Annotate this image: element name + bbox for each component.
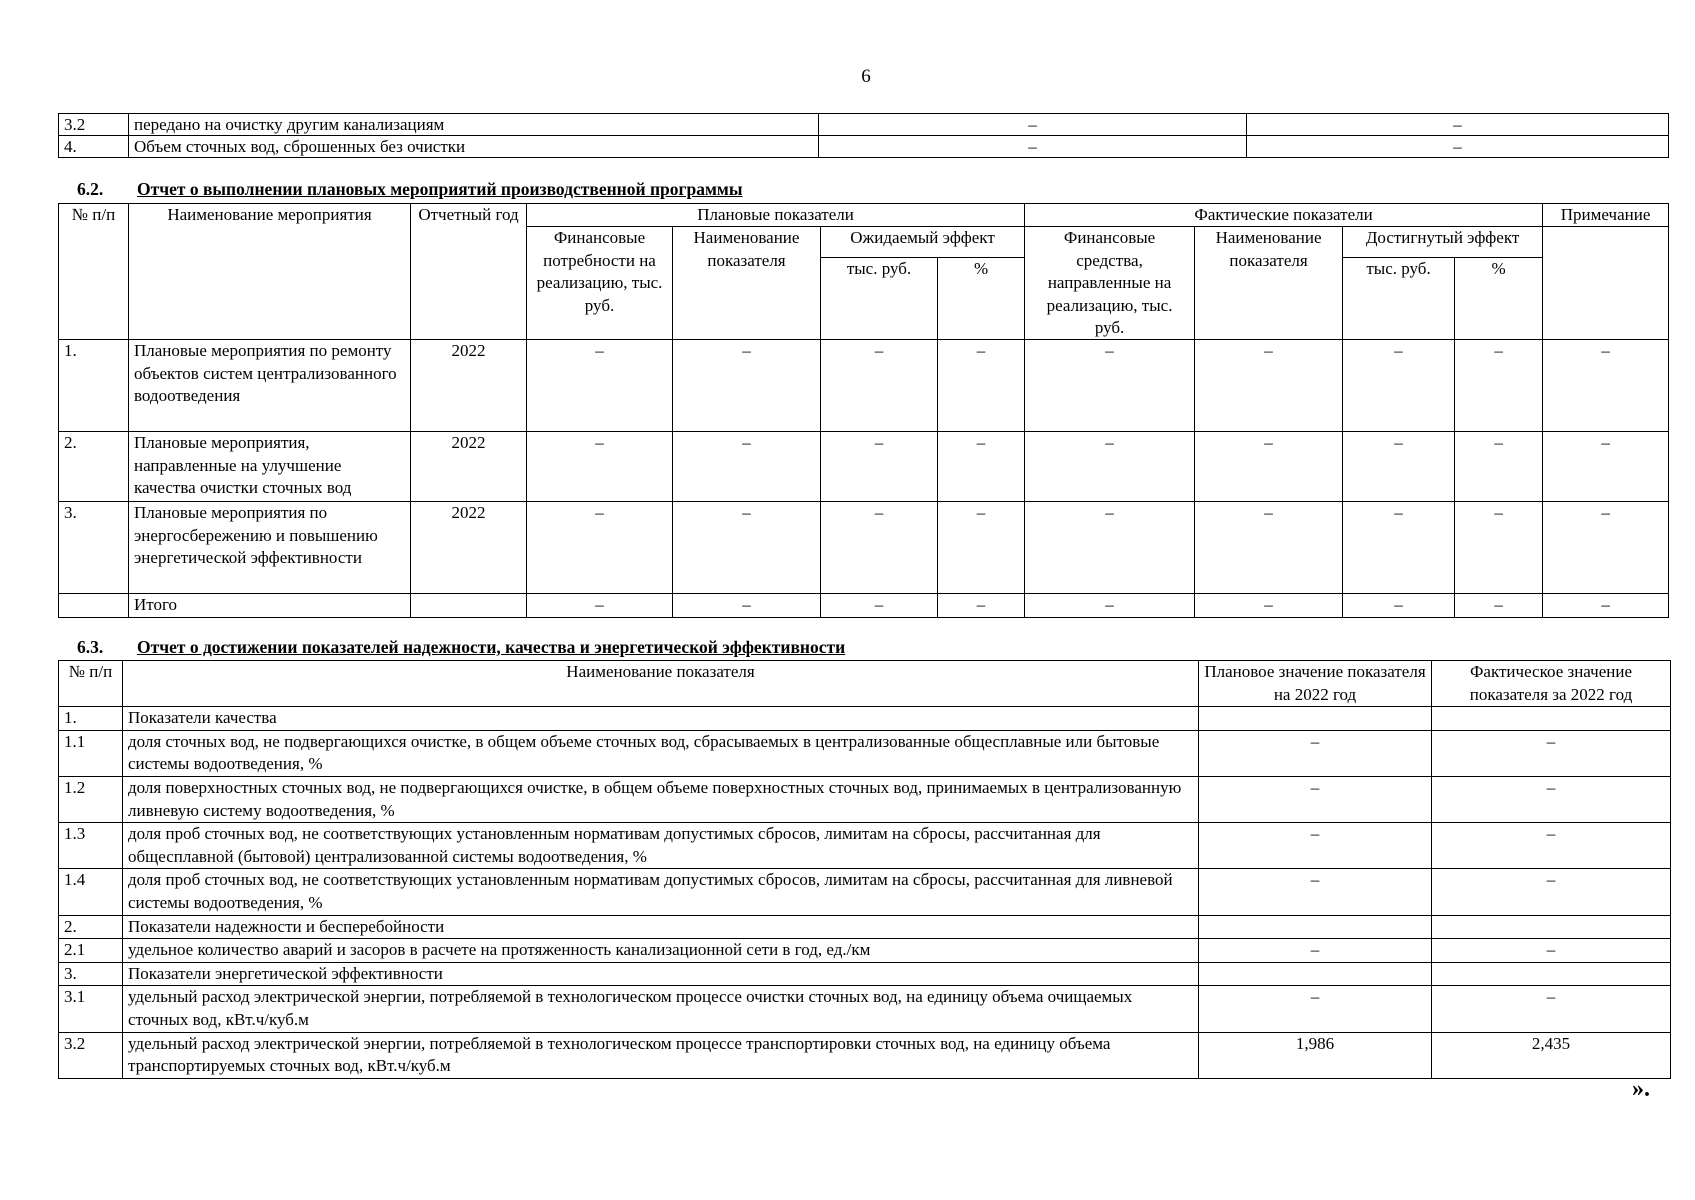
row-value: – [1247, 136, 1669, 158]
row-number: 1. [59, 340, 129, 432]
table-row [59, 823, 1671, 869]
table-row [59, 707, 1671, 731]
row-name: Плановые мероприятия по ремонту объектов систем централизованного водоотведения [129, 340, 411, 432]
row-planned: – [1199, 869, 1432, 915]
row-actual: – [1432, 869, 1671, 915]
indicators-table [58, 660, 1671, 1079]
header-row-1 [59, 204, 1669, 227]
row-value: – [821, 432, 938, 502]
row-year: 2022 [411, 340, 527, 432]
row-number: 1.1 [59, 730, 123, 776]
header-fin-needs: Финансовые потребности на реализацию, тыс. руб. [527, 227, 673, 340]
row-value: – [1025, 432, 1195, 502]
header-note: Примечание [1543, 204, 1669, 227]
row-value: – [819, 136, 1247, 158]
header-num: № п/п [59, 204, 129, 340]
total-num-empty [59, 594, 129, 617]
table-row [59, 502, 1669, 594]
row-name: Показатели надежности и бесперебойности [123, 915, 1199, 939]
row-planned [1199, 962, 1432, 986]
row-value: – [673, 432, 821, 502]
row-number: 1.4 [59, 869, 123, 915]
header-thousand-rub-actual: тыс. руб. [1343, 258, 1455, 340]
row-name: доля сточных вод, не подвергающихся очистке, в общем объеме сточных вод, сбрасываемых в централизованные общесплавные или бытовые системы водоотведения, % [123, 730, 1199, 776]
row-number: 2. [59, 915, 123, 939]
row-value: – [821, 340, 938, 432]
page-number: 6 [861, 66, 871, 87]
table-row [59, 114, 1669, 136]
table-row [59, 136, 1669, 158]
row-value: – [819, 114, 1247, 136]
header-actual: Фактическое значение показателя за 2022 год [1432, 661, 1671, 707]
row-number: 1.2 [59, 776, 123, 822]
row-name: передано на очистку другим канализациям [129, 114, 819, 136]
row-number: 1.3 [59, 823, 123, 869]
row-name: Показатели качества [123, 707, 1199, 731]
closing-quote: ». [1632, 1076, 1650, 1102]
row-value: – [1195, 502, 1343, 594]
row-value: – [821, 502, 938, 594]
row-planned [1199, 707, 1432, 731]
row-actual [1432, 915, 1671, 939]
table-row [59, 915, 1671, 939]
total-label: Итого [129, 594, 411, 617]
header-row [59, 661, 1671, 707]
row-name: Объем сточных вод, сброшенных без очистки [129, 136, 819, 158]
row-actual: – [1432, 776, 1671, 822]
header-expected-effect: Ожидаемый эффект [821, 227, 1025, 258]
section-title: Отчет о достижении показателей надежности, качества и энергетической эффективности [137, 637, 846, 657]
row-value: – [1247, 114, 1669, 136]
row-planned: – [1199, 939, 1432, 963]
row-value: – [1195, 340, 1343, 432]
header-fin-means: Финансовые средства, направленные на реализацию, тыс. руб. [1025, 227, 1195, 340]
row-value: – [1455, 340, 1543, 432]
header-percent-actual: % [1455, 258, 1543, 340]
total-value: – [938, 594, 1025, 617]
header-achieved-effect: Достигнутый эффект [1343, 227, 1543, 258]
row-value: – [938, 432, 1025, 502]
total-value: – [1455, 594, 1543, 617]
row-value: – [527, 432, 673, 502]
row-value: – [1025, 340, 1195, 432]
row-value: – [1455, 502, 1543, 594]
section-number: 6.3. [77, 637, 104, 657]
row-actual: – [1432, 730, 1671, 776]
row-number: 1. [59, 707, 123, 731]
row-name: доля проб сточных вод, не соответствующих установленным нормативам допустимых сбросов, лимитам на сбросы, рассчитанная для ливневой системы водоотведения, % [123, 869, 1199, 915]
row-number: 2. [59, 432, 129, 502]
row-name: удельный расход электрической энергии, потребляемой в технологическом процессе очистки сточных вод, на единицу объема очищаемых сточных вод, кВт.ч/куб.м [123, 986, 1199, 1032]
row-value: – [1543, 432, 1669, 502]
row-value: – [1543, 340, 1669, 432]
total-year-empty [411, 594, 527, 617]
row-value: – [527, 502, 673, 594]
row-name: Плановые мероприятия по энергосбережению и повышению энергетической эффективности [129, 502, 411, 594]
row-number: 3. [59, 502, 129, 594]
table-row [59, 1032, 1671, 1078]
row-value: – [938, 502, 1025, 594]
row-number: 3.1 [59, 986, 123, 1032]
table-row [59, 730, 1671, 776]
row-actual: – [1432, 986, 1671, 1032]
table-row [59, 776, 1671, 822]
row-value: – [1195, 432, 1343, 502]
table-row [59, 986, 1671, 1032]
row-name: удельный расход электрической энергии, потребляемой в технологическом процессе транспортировки сточных вод, на единицу объема транспортируемых сточных вод, кВт.ч/куб.м [123, 1032, 1199, 1078]
total-value: – [1025, 594, 1195, 617]
header-percent: % [938, 258, 1025, 340]
total-value: – [1195, 594, 1343, 617]
row-number: 3.2 [59, 114, 129, 136]
row-value: – [1343, 340, 1455, 432]
row-value: – [673, 340, 821, 432]
row-name: удельное количество аварий и засоров в расчете на протяженность канализационной сети в год, ед./км [123, 939, 1199, 963]
table-row [59, 340, 1669, 432]
total-value: – [673, 594, 821, 617]
header-indicator-name-actual: Наименование показателя [1195, 227, 1343, 340]
row-planned: – [1199, 986, 1432, 1032]
row-value: – [1543, 502, 1669, 594]
section-heading-6-2 [77, 179, 742, 200]
row-name: доля проб сточных вод, не соответствующих установленным нормативам допустимых сбросов, лимитам на сбросы, рассчитанная для общесплавной (бытовой) централизованной системы водоотведения, % [123, 823, 1199, 869]
row-value: – [1343, 502, 1455, 594]
total-value: – [1543, 594, 1669, 617]
total-value: – [821, 594, 938, 617]
row-name: Плановые мероприятия, направленные на улучшение качества очистки сточных вод [129, 432, 411, 502]
row-value: – [938, 340, 1025, 432]
row-planned [1199, 915, 1432, 939]
row-actual: 2,435 [1432, 1032, 1671, 1078]
row-year: 2022 [411, 502, 527, 594]
row-value: – [1455, 432, 1543, 502]
header-actual: Фактические показатели [1025, 204, 1543, 227]
table-row [59, 939, 1671, 963]
continuation-table [58, 113, 1669, 158]
table-row [59, 869, 1671, 915]
header-num: № п/п [59, 661, 123, 707]
row-name: Показатели энергетической эффективности [123, 962, 1199, 986]
row-value: – [1343, 432, 1455, 502]
header-thousand-rub: тыс. руб. [821, 258, 938, 340]
header-year: Отчетный год [411, 204, 527, 340]
header-note-empty [1543, 227, 1669, 340]
header-planned: Плановое значение показателя на 2022 год [1199, 661, 1432, 707]
row-value: – [527, 340, 673, 432]
planned-activities-table [58, 203, 1669, 618]
row-planned: – [1199, 823, 1432, 869]
header-name: Наименование показателя [123, 661, 1199, 707]
total-row [59, 594, 1669, 617]
row-number: 2.1 [59, 939, 123, 963]
header-name: Наименование мероприятия [129, 204, 411, 340]
row-actual [1432, 707, 1671, 731]
row-value: – [673, 502, 821, 594]
section-heading-6-3 [77, 637, 845, 658]
table-row [59, 432, 1669, 502]
row-name: доля поверхностных сточных вод, не подвергающихся очистке, в общем объеме поверхностных сточных вод, принимаемых в централизованную ливневую систему водоотведения, % [123, 776, 1199, 822]
total-value: – [1343, 594, 1455, 617]
row-actual: – [1432, 939, 1671, 963]
table-row [59, 962, 1671, 986]
row-actual [1432, 962, 1671, 986]
header-indicator-name: Наименование показателя [673, 227, 821, 340]
row-number: 3. [59, 962, 123, 986]
row-year: 2022 [411, 432, 527, 502]
section-title: Отчет о выполнении плановых мероприятий производственной программы [137, 179, 743, 199]
row-planned: – [1199, 730, 1432, 776]
row-actual: – [1432, 823, 1671, 869]
row-number: 4. [59, 136, 129, 158]
row-value: – [1025, 502, 1195, 594]
section-number: 6.2. [77, 179, 104, 199]
row-number: 3.2 [59, 1032, 123, 1078]
header-planned: Плановые показатели [527, 204, 1025, 227]
row-planned: 1,986 [1199, 1032, 1432, 1078]
row-planned: – [1199, 776, 1432, 822]
total-value: – [527, 594, 673, 617]
